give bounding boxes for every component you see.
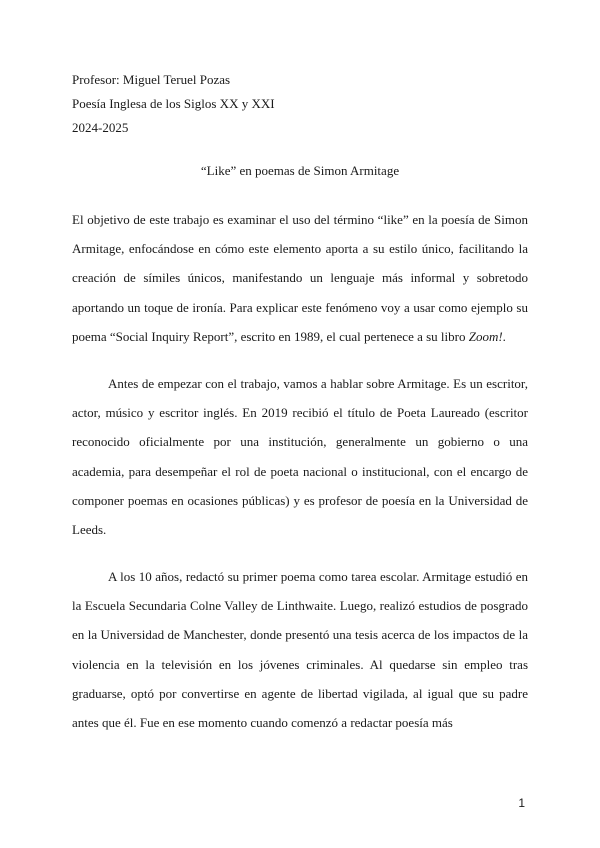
paragraph-intro [72,205,528,351]
paragraph-biography: A los 10 años, redactó su primer poema como tarea escolar. Armitage estudió en la Escuela Secundaria Colne Valley de Linthwaite. Luego, realizó estudios de posgrado en la Universidad de Manchester, donde presentó una tesis acerca de los impactos de la violencia en la televisión en los jóvenes criminales. Al quedarse sin empleo tras graduarse, optó por convertirse en agente de libertad vigilada, al igual que su padre antes que él. Fue en ese momento cuando comenzó a redactar poesía más [72,569,528,731]
paragraph-intro-end: . [502,328,506,344]
course-line: Poesía Inglesa de los Siglos XX y XXI [72,96,275,111]
professor-line: Profesor: Miguel Teruel Pozas [72,72,231,87]
book-title: Zoom! [468,328,503,344]
paragraph-intro-text: El objetivo de este trabajo es examinar el uso del término “like” en la poesía de Simon Armitage, enfocándose en cómo este elemento aporta a su estilo único, facilitando la creación de símiles únicos, manifestando un lenguaje más informal y sobretodo aportando un toque de ironía. Para explicar este fenómeno voy a usar como ejemplo su poema “Social Inquiry Report”, escrito en 1989, el cual pertenece a su libro [72,212,528,344]
paragraph-about-armitage: Antes de empezar con el trabajo, vamos a hablar sobre Armitage. Es un escritor, actor, músico y escritor inglés. En 2019 recibió el título de Poeta Laureado (escritor reconocido oficialmente por una institución, generalmente un gobierno o una academia, para desempeñar el rol de poeta nacional o institucional, con el encargo de componer poemas en ocasiones públicas) y es profesor de poesía en la Universidad de Leeds. [72,376,528,538]
document-title: “Like” en poemas de Simon Armitage [200,163,400,178]
page-number: 1 [518,796,525,810]
academic-year-line: 2024-2025 [72,120,129,135]
